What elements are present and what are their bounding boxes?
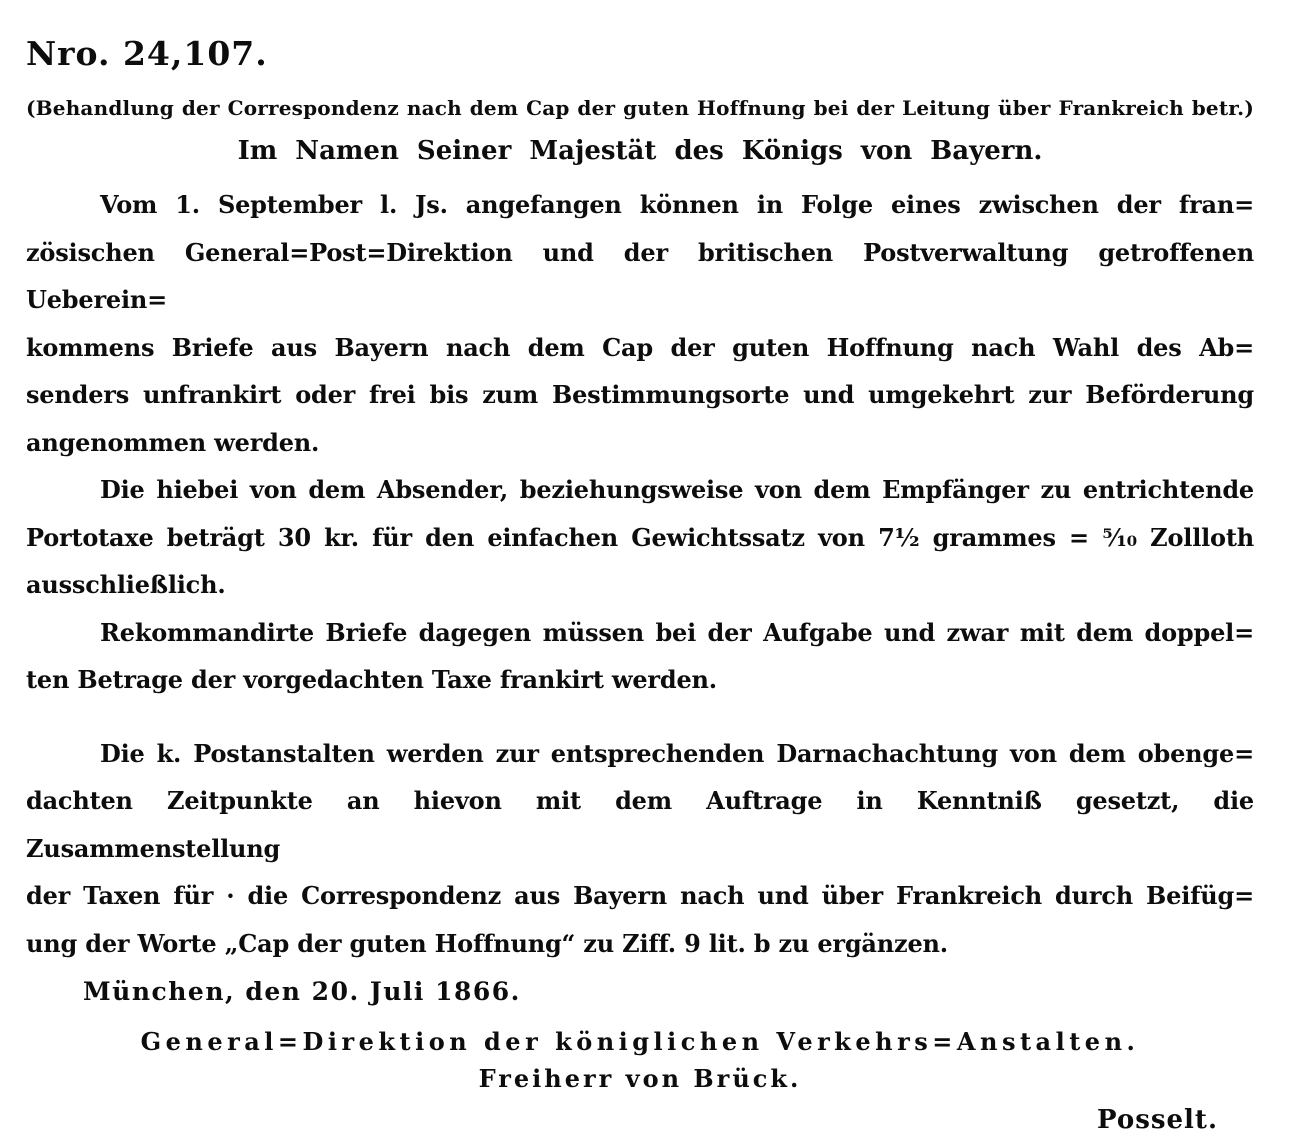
text-line: kommens Briefe aus Bayern nach dem Cap der guten Hoffnung nach Wahl des Ab=	[26, 332, 1254, 362]
proclamation-heading: Im Namen Seiner Majestät des Königs von Bayern.	[237, 136, 1043, 166]
paragraph	[26, 730, 1254, 968]
text-line: Rekommandirte Briefe dagegen müssen bei der Aufgabe und zwar mit dem doppel=	[100, 617, 1254, 647]
text-line: Portotaxe beträgt 30 kr. für den einfachen Gewichtssatz von 7½ grammes = ⁵⁄₁₀ Zollloth	[26, 522, 1254, 552]
text-line: angenommen werden.	[26, 427, 320, 457]
text-line: ten Betrage der vorgedachten Taxe frankirt werden.	[26, 665, 717, 694]
paragraph	[26, 181, 1254, 466]
text-line: senders unfrankirt oder frei bis zum Bestimmungsorte und umgekehrt zur Beförderung	[26, 380, 1254, 409]
text-line: dachten Zeitpunkte an hievon mit dem Auftrage in Kenntniß gesetzt, die Zusammenstellung	[26, 786, 1254, 863]
dateline: München, den 20. Juli 1866.	[83, 977, 521, 1006]
text-line: der Taxen für · die Correspondenz aus Bayern nach und über Frankreich durch Beifüg=	[26, 881, 1254, 910]
text-line: zösischen General=Post=Direktion und der britischen Postverwaltung getroffenen Ueberein=	[26, 237, 1254, 314]
paragraph	[26, 609, 1254, 704]
text-line: ung der Worte „Cap der guten Hoffnung“ zu Ziff. 9 lit. b zu ergänzen.	[26, 928, 948, 958]
body-paragraphs	[26, 181, 1254, 967]
document-number: Nro. 24,107.	[26, 34, 268, 73]
text-line: ausschließlich.	[26, 570, 226, 599]
paragraph	[26, 466, 1254, 609]
authority-line: General=Direktion der königlichen Verkehrs=Anstalten.	[140, 1027, 1140, 1056]
text-line: Die k. Postanstalten werden zur entsprechenden Darnachachtung von dem obenge=	[100, 738, 1254, 768]
text-line: Vom 1. September l. Js. angefangen können in Folge eines zwischen der fran=	[100, 190, 1254, 219]
signature-line: Freiherr von Brück.	[478, 1064, 802, 1093]
text-line: Die hiebei von dem Absender, beziehungsweise von dem Empfänger zu entrichtende	[100, 475, 1254, 504]
subject-line: (Behandlung der Correspondenz nach dem Cap der guten Hoffnung bei der Leitung über Frankreich betr.)	[26, 96, 1254, 120]
countersignature: Posselt.	[1097, 1105, 1218, 1135]
